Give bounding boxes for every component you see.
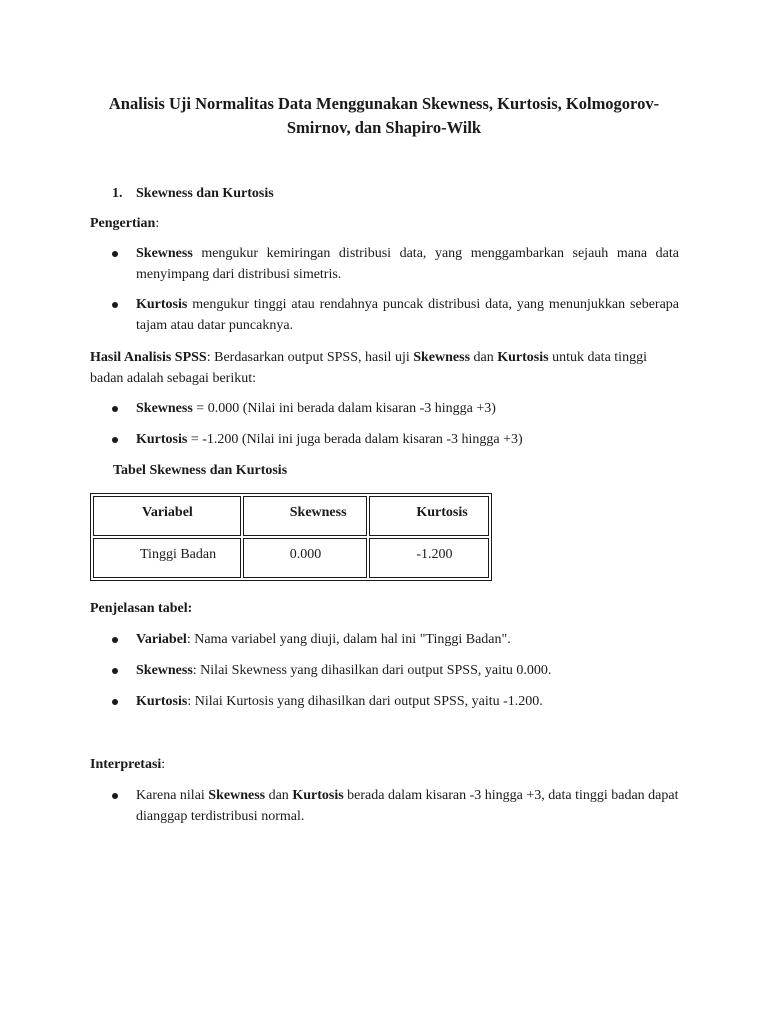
hasil-text: untuk data tinggi badan adalah sebagai berikut: bbox=[90, 350, 647, 386]
list-item bbox=[136, 691, 679, 712]
list-item bbox=[136, 294, 679, 336]
hasil-label: Hasil Analisis SPSS bbox=[90, 350, 207, 365]
cell-text: -1.200 bbox=[416, 547, 453, 562]
table-caption: Tabel Skewness dan Kurtosis bbox=[113, 463, 288, 478]
bullet-icon bbox=[112, 251, 118, 257]
penjelasan-label: Penjelasan tabel: bbox=[90, 601, 193, 616]
term: Skewness bbox=[136, 401, 193, 416]
term: Skewness bbox=[208, 788, 266, 803]
bullet-icon bbox=[112, 637, 118, 643]
interpretasi-colon: : bbox=[161, 757, 166, 772]
header-text: Kurtosis bbox=[416, 505, 468, 520]
section-heading: Skewness dan Kurtosis bbox=[136, 186, 274, 201]
header-text: Skewness bbox=[289, 505, 347, 520]
item-text: Karena nilai bbox=[136, 788, 209, 803]
hasil-paragraph bbox=[90, 347, 680, 389]
list-item bbox=[136, 429, 679, 450]
table-header-cell bbox=[243, 496, 368, 536]
item-text: : Nama variabel yang diuji, dalam hal ini "Tinggi Badan". bbox=[186, 632, 511, 647]
bullet-icon bbox=[112, 406, 118, 412]
item-text: = -1.200 (Nilai ini juga berada dalam kisaran -3 hingga +3) bbox=[187, 432, 523, 447]
list-item bbox=[136, 629, 679, 650]
skewness-kurtosis-table bbox=[90, 493, 492, 581]
term: Kurtosis bbox=[136, 297, 188, 312]
item-text: = 0.000 (Nilai ini berada dalam kisaran -3 hingga +3) bbox=[192, 401, 496, 416]
bullet-icon bbox=[112, 668, 118, 674]
table-header-cell bbox=[369, 496, 489, 536]
table-cell bbox=[369, 538, 489, 578]
list-item bbox=[136, 785, 679, 827]
term: Kurtosis bbox=[136, 694, 188, 709]
item-text: mengukur tinggi atau rendahnya puncak distribusi data, yang menunjukkan seberapa tajam atau datar puncaknya. bbox=[136, 297, 679, 333]
cell-text: Tinggi Badan bbox=[140, 547, 217, 562]
item-text: : Nilai Skewness yang dihasilkan dari output SPSS, yaitu 0.000. bbox=[192, 663, 552, 678]
item-text: dan bbox=[265, 788, 293, 803]
pengertian-label-line bbox=[90, 213, 159, 234]
section-number: 1. bbox=[112, 186, 123, 201]
table-row bbox=[93, 538, 489, 578]
term: Kurtosis bbox=[292, 788, 344, 803]
item-text: mengukur kemiringan distribusi data, yang menggambarkan sejauh mana data menyimpang dari distribusi simetris. bbox=[136, 246, 679, 282]
hasil-text: dan bbox=[470, 350, 498, 365]
interpretasi-label: Interpretasi bbox=[90, 757, 162, 772]
term: Skewness bbox=[136, 246, 193, 261]
bullet-icon bbox=[112, 437, 118, 443]
pengertian-label: Pengertian bbox=[90, 216, 156, 231]
pengertian-colon: : bbox=[155, 216, 160, 231]
term: Variabel bbox=[136, 632, 187, 647]
table-header-cell bbox=[93, 496, 241, 536]
list-item bbox=[136, 243, 679, 285]
term: Kurtosis bbox=[136, 432, 188, 447]
list-item bbox=[136, 660, 679, 681]
table-cell bbox=[243, 538, 368, 578]
header-text: Variabel bbox=[142, 505, 193, 520]
cell-text: 0.000 bbox=[289, 547, 322, 562]
item-text: berada dalam kisaran -3 hingga +3, data tinggi badan dapat dianggap terdistribusi normal. bbox=[136, 788, 679, 824]
list-item bbox=[136, 398, 679, 419]
hasil-text: : Berdasarkan output SPSS, hasil uji bbox=[206, 350, 414, 365]
item-text: : Nilai Kurtosis yang dihasilkan dari output SPSS, yaitu -1.200. bbox=[187, 694, 543, 709]
bullet-icon bbox=[112, 699, 118, 705]
bullet-icon bbox=[112, 302, 118, 308]
bullet-icon bbox=[112, 793, 118, 799]
term: Skewness bbox=[136, 663, 193, 678]
document-title: Analisis Uji Normalitas Data Menggunakan Skewness, Kurtosis, Kolmogorov-Smirnov, dan Shapiro-Wilk bbox=[108, 94, 660, 137]
term: Kurtosis bbox=[497, 350, 549, 365]
term: Skewness bbox=[413, 350, 471, 365]
interpretasi-label-line bbox=[90, 754, 165, 775]
table-header-row bbox=[93, 496, 489, 536]
table-cell bbox=[93, 538, 241, 578]
